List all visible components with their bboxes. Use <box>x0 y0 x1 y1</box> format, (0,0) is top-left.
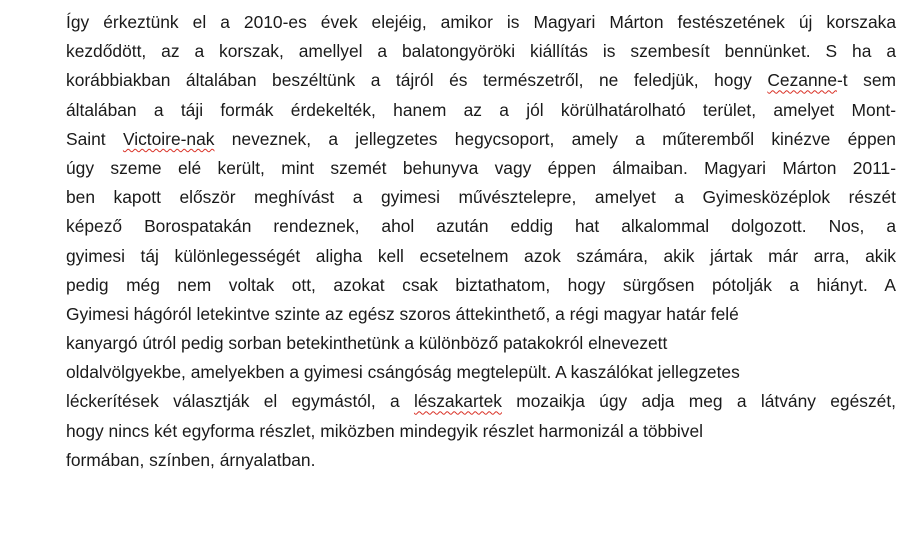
text-line-15: hogy nincs két egyforma részlet, miközben mindegyik részlet harmonizál a többivel <box>66 420 703 441</box>
text-line-1: Így érkeztünk el a 2010-es évek elejéig, amikor is Magyari Márton festészetének új korszaka <box>66 12 896 32</box>
body-paragraph <box>66 8 896 475</box>
text-line-10: pedig még nem voltak ott, azokat csak biztathatom, hogy sürgősen pótolják a hiányt. A <box>66 274 896 295</box>
text-line-5: Saint Victoire-nak neveznek, a jellegzetes hegycsoport, amely a műteremből kinézve éppen <box>66 128 896 149</box>
misspelled-word: Cezanne <box>767 70 837 91</box>
misspelled-word: Victoire-nak <box>122 128 215 149</box>
text-line-11: Gyimesi hágóról letekintve szinte az egész szoros áttekinthető, a régi magyar határ felé <box>66 303 739 324</box>
text-line-2: kezdődött, az a korszak, amellyel a balatongyöröki kiállítás is szembesít bennünket. S ha a <box>66 41 896 62</box>
text-line-8: képező Borospatakán rendeznek, ahol azután eddig hat alkalommal dolgozott. Nos, a <box>66 216 896 237</box>
text-line-3: korábbiakban általában beszéltünk a tájról és természetről, ne feledjük, hogy Cezanne-t sem <box>66 70 896 91</box>
text-line-9: gyimesi táj különlegességét aligha kell ecsetelnem azok számára, akik jártak már arra, akik <box>66 245 896 266</box>
text-line-14: léckerítések választják el egymástól, a lészakartek mozaikja úgy adja meg a látvány egészét, <box>66 391 896 412</box>
text-line-13: oldalvölgyekbe, amelyekben a gyimesi csángóság megtelepült. A kaszálókat jellegzetes <box>66 362 740 383</box>
text-line-16: formában, színben, árnyalatban. <box>66 449 316 470</box>
text-line-4: általában a táji formák érdekelték, hanem az a jól körülhatárolható terület, amelyet Mont- <box>66 99 896 120</box>
text-line-6: úgy szeme elé került, mint szemét behunyva vagy éppen álmaiban. Magyari Márton 2011- <box>66 157 896 178</box>
text-line-7: ben kapott először meghívást a gyimesi művésztelepre, amelyet a Gyimesközéplok részét <box>66 187 896 208</box>
misspelled-word: lészakartek <box>413 391 502 412</box>
text-line-12: kanyargó útról pedig sorban betekinthetünk a különböző patakokról elnevezett <box>66 333 668 354</box>
